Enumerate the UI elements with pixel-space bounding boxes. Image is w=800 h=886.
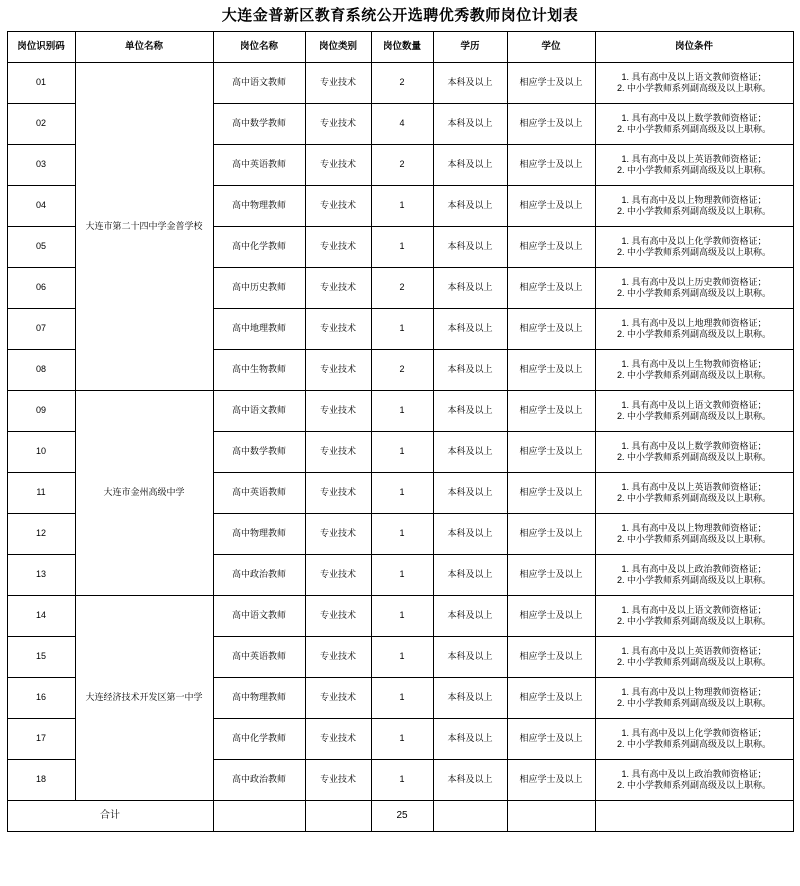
condition-line-1: 1. 具有高中及以上政治教师资格证； [621, 563, 767, 574]
cell-post-type: 专业技术 [305, 227, 371, 268]
cell-post-type: 专业技术 [305, 678, 371, 719]
cell-post-type: 专业技术 [305, 391, 371, 432]
condition-line-1: 1. 具有高中及以上数学教师资格证； [621, 112, 767, 123]
cell-code: 15 [7, 637, 75, 678]
condition-line-2: 2. 中小学教师系列副高级及以上职称。 [616, 575, 771, 585]
cell-education: 本科及以上 [433, 309, 507, 350]
condition-line-2: 2. 中小学教师系列副高级及以上职称。 [616, 698, 771, 708]
condition-line-2: 2. 中小学教师系列副高级及以上职称。 [616, 206, 771, 216]
cell-education: 本科及以上 [433, 555, 507, 596]
cell-post-name: 高中政治教师 [213, 760, 305, 801]
table-row [7, 63, 793, 104]
cell-count: 1 [371, 432, 433, 473]
cell-condition [595, 186, 793, 227]
cell-code: 13 [7, 555, 75, 596]
condition-line-1: 1. 具有高中及以上物理教师资格证； [621, 522, 767, 533]
cell-degree: 相应学士及以上 [507, 678, 595, 719]
column-header-education: 学历 [433, 32, 507, 63]
cell-code: 12 [7, 514, 75, 555]
cell-code: 16 [7, 678, 75, 719]
table-row [7, 596, 793, 637]
condition-line-1: 1. 具有高中及以上地理教师资格证； [621, 317, 767, 328]
cell-degree: 相应学士及以上 [507, 514, 595, 555]
table-row [7, 391, 793, 432]
cell-count: 2 [371, 63, 433, 104]
cell-count: 1 [371, 309, 433, 350]
cell-count: 2 [371, 350, 433, 391]
cell-education: 本科及以上 [433, 391, 507, 432]
table-header-row [7, 32, 793, 63]
cell-degree: 相应学士及以上 [507, 350, 595, 391]
cell-post-name: 高中政治教师 [213, 555, 305, 596]
cell-degree: 相应学士及以上 [507, 186, 595, 227]
condition-line-1: 1. 具有高中及以上化学教师资格证； [621, 727, 767, 738]
cell-condition [595, 719, 793, 760]
recruitment-plan-table [7, 31, 794, 832]
cell-education: 本科及以上 [433, 63, 507, 104]
column-header-code: 岗位识别码 [7, 32, 75, 63]
condition-line-2: 2. 中小学教师系列副高级及以上职称。 [616, 247, 771, 257]
cell-education: 本科及以上 [433, 678, 507, 719]
cell-education: 本科及以上 [433, 145, 507, 186]
total-post-name [213, 801, 305, 832]
cell-code: 17 [7, 719, 75, 760]
condition-line-1: 1. 具有高中及以上语文教师资格证； [621, 604, 767, 615]
cell-code: 01 [7, 63, 75, 104]
cell-post-name: 高中物理教师 [213, 678, 305, 719]
condition-line-2: 2. 中小学教师系列副高级及以上职称。 [616, 329, 771, 339]
cell-code: 09 [7, 391, 75, 432]
cell-code: 11 [7, 473, 75, 514]
cell-education: 本科及以上 [433, 227, 507, 268]
cell-count: 1 [371, 391, 433, 432]
column-header-unit: 单位名称 [75, 32, 213, 63]
cell-degree: 相应学士及以上 [507, 637, 595, 678]
condition-line-1: 1. 具有高中及以上语文教师资格证； [621, 71, 767, 82]
cell-condition [595, 473, 793, 514]
condition-line-1: 1. 具有高中及以上语文教师资格证； [621, 399, 767, 410]
condition-line-1: 1. 具有高中及以上物理教师资格证； [621, 194, 767, 205]
total-label: 合计 [7, 801, 213, 832]
cell-degree: 相应学士及以上 [507, 760, 595, 801]
cell-count: 1 [371, 678, 433, 719]
cell-education: 本科及以上 [433, 760, 507, 801]
cell-post-type: 专业技术 [305, 596, 371, 637]
cell-degree: 相应学士及以上 [507, 719, 595, 760]
column-header-degree: 学位 [507, 32, 595, 63]
cell-degree: 相应学士及以上 [507, 104, 595, 145]
condition-line-1: 1. 具有高中及以上英语教师资格证； [621, 481, 767, 492]
cell-post-name: 高中化学教师 [213, 719, 305, 760]
table-body [7, 63, 793, 832]
cell-count: 2 [371, 145, 433, 186]
condition-line-2: 2. 中小学教师系列副高级及以上职称。 [616, 370, 771, 380]
cell-post-name: 高中数学教师 [213, 104, 305, 145]
column-header-count: 岗位数量 [371, 32, 433, 63]
cell-count: 1 [371, 227, 433, 268]
cell-post-name: 高中语文教师 [213, 596, 305, 637]
cell-condition [595, 555, 793, 596]
column-header-condition: 岗位条件 [595, 32, 793, 63]
condition-line-1: 1. 具有高中及以上政治教师资格证； [621, 768, 767, 779]
cell-post-name: 高中物理教师 [213, 186, 305, 227]
cell-education: 本科及以上 [433, 268, 507, 309]
cell-unit-name: 大连经济技术开发区第一中学 [75, 596, 213, 801]
cell-post-type: 专业技术 [305, 637, 371, 678]
cell-post-name: 高中英语教师 [213, 637, 305, 678]
table-total-row [7, 801, 793, 832]
cell-post-type: 专业技术 [305, 514, 371, 555]
cell-post-type: 专业技术 [305, 555, 371, 596]
cell-education: 本科及以上 [433, 596, 507, 637]
total-education [433, 801, 507, 832]
cell-degree: 相应学士及以上 [507, 555, 595, 596]
condition-line-2: 2. 中小学教师系列副高级及以上职称。 [616, 411, 771, 421]
cell-post-type: 专业技术 [305, 63, 371, 104]
cell-condition [595, 227, 793, 268]
cell-code: 03 [7, 145, 75, 186]
cell-post-name: 高中语文教师 [213, 391, 305, 432]
cell-condition [595, 104, 793, 145]
total-count: 25 [371, 801, 433, 832]
cell-post-name: 高中物理教师 [213, 514, 305, 555]
condition-line-2: 2. 中小学教师系列副高级及以上职称。 [616, 124, 771, 134]
column-header-post-type: 岗位类别 [305, 32, 371, 63]
cell-count: 2 [371, 268, 433, 309]
cell-code: 06 [7, 268, 75, 309]
cell-post-type: 专业技术 [305, 350, 371, 391]
cell-education: 本科及以上 [433, 432, 507, 473]
cell-code: 18 [7, 760, 75, 801]
cell-count: 1 [371, 186, 433, 227]
cell-degree: 相应学士及以上 [507, 145, 595, 186]
cell-condition [595, 514, 793, 555]
condition-line-2: 2. 中小学教师系列副高级及以上职称。 [616, 452, 771, 462]
cell-post-type: 专业技术 [305, 186, 371, 227]
cell-count: 1 [371, 514, 433, 555]
cell-condition [595, 596, 793, 637]
cell-code: 05 [7, 227, 75, 268]
cell-post-name: 高中英语教师 [213, 145, 305, 186]
cell-condition [595, 432, 793, 473]
cell-education: 本科及以上 [433, 350, 507, 391]
cell-degree: 相应学士及以上 [507, 391, 595, 432]
cell-degree: 相应学士及以上 [507, 268, 595, 309]
cell-count: 1 [371, 555, 433, 596]
cell-code: 08 [7, 350, 75, 391]
cell-post-name: 高中生物教师 [213, 350, 305, 391]
cell-code: 02 [7, 104, 75, 145]
condition-line-2: 2. 中小学教师系列副高级及以上职称。 [616, 165, 771, 175]
condition-line-2: 2. 中小学教师系列副高级及以上职称。 [616, 83, 771, 93]
condition-line-2: 2. 中小学教师系列副高级及以上职称。 [616, 616, 771, 626]
condition-line-1: 1. 具有高中及以上英语教师资格证； [621, 153, 767, 164]
cell-degree: 相应学士及以上 [507, 473, 595, 514]
cell-count: 1 [371, 473, 433, 514]
condition-line-2: 2. 中小学教师系列副高级及以上职称。 [616, 657, 771, 667]
total-degree [507, 801, 595, 832]
cell-condition [595, 350, 793, 391]
cell-condition [595, 391, 793, 432]
cell-condition [595, 268, 793, 309]
condition-line-1: 1. 具有高中及以上化学教师资格证； [621, 235, 767, 246]
cell-condition [595, 145, 793, 186]
cell-post-type: 专业技术 [305, 104, 371, 145]
cell-education: 本科及以上 [433, 186, 507, 227]
cell-post-name: 高中历史教师 [213, 268, 305, 309]
cell-education: 本科及以上 [433, 104, 507, 145]
cell-degree: 相应学士及以上 [507, 596, 595, 637]
cell-post-type: 专业技术 [305, 432, 371, 473]
cell-post-type: 专业技术 [305, 473, 371, 514]
condition-line-1: 1. 具有高中及以上数学教师资格证； [621, 440, 767, 451]
cell-condition [595, 678, 793, 719]
condition-line-2: 2. 中小学教师系列副高级及以上职称。 [616, 493, 771, 503]
condition-line-2: 2. 中小学教师系列副高级及以上职称。 [616, 288, 771, 298]
cell-count: 1 [371, 596, 433, 637]
cell-post-name: 高中地理教师 [213, 309, 305, 350]
condition-line-2: 2. 中小学教师系列副高级及以上职称。 [616, 534, 771, 544]
cell-condition [595, 760, 793, 801]
condition-line-1: 1. 具有高中及以上英语教师资格证； [621, 645, 767, 656]
cell-post-type: 专业技术 [305, 145, 371, 186]
cell-count: 1 [371, 637, 433, 678]
cell-condition [595, 309, 793, 350]
cell-degree: 相应学士及以上 [507, 227, 595, 268]
cell-degree: 相应学士及以上 [507, 432, 595, 473]
cell-post-type: 专业技术 [305, 719, 371, 760]
cell-education: 本科及以上 [433, 514, 507, 555]
cell-degree: 相应学士及以上 [507, 309, 595, 350]
cell-unit-name: 大连市金州高级中学 [75, 391, 213, 596]
cell-code: 14 [7, 596, 75, 637]
cell-count: 4 [371, 104, 433, 145]
cell-post-name: 高中化学教师 [213, 227, 305, 268]
cell-count: 1 [371, 719, 433, 760]
condition-line-1: 1. 具有高中及以上历史教师资格证； [621, 276, 767, 287]
cell-education: 本科及以上 [433, 719, 507, 760]
condition-line-1: 1. 具有高中及以上物理教师资格证； [621, 686, 767, 697]
cell-post-type: 专业技术 [305, 268, 371, 309]
cell-condition [595, 637, 793, 678]
column-header-post-name: 岗位名称 [213, 32, 305, 63]
cell-post-type: 专业技术 [305, 760, 371, 801]
condition-line-1: 1. 具有高中及以上生物教师资格证； [621, 358, 767, 369]
page-title: 大连金普新区教育系统公开选聘优秀教师岗位计划表 [221, 7, 579, 24]
cell-education: 本科及以上 [433, 473, 507, 514]
cell-degree: 相应学士及以上 [507, 63, 595, 104]
cell-unit-name: 大连市第二十四中学金普学校 [75, 63, 213, 391]
cell-post-name: 高中英语教师 [213, 473, 305, 514]
cell-code: 07 [7, 309, 75, 350]
cell-post-name: 高中数学教师 [213, 432, 305, 473]
condition-line-2: 2. 中小学教师系列副高级及以上职称。 [616, 739, 771, 749]
cell-condition [595, 63, 793, 104]
total-post-type [305, 801, 371, 832]
cell-post-type: 专业技术 [305, 309, 371, 350]
cell-education: 本科及以上 [433, 637, 507, 678]
total-condition [595, 801, 793, 832]
cell-count: 1 [371, 760, 433, 801]
cell-post-name: 高中语文教师 [213, 63, 305, 104]
cell-code: 04 [7, 186, 75, 227]
cell-code: 10 [7, 432, 75, 473]
condition-line-2: 2. 中小学教师系列副高级及以上职称。 [616, 780, 771, 790]
